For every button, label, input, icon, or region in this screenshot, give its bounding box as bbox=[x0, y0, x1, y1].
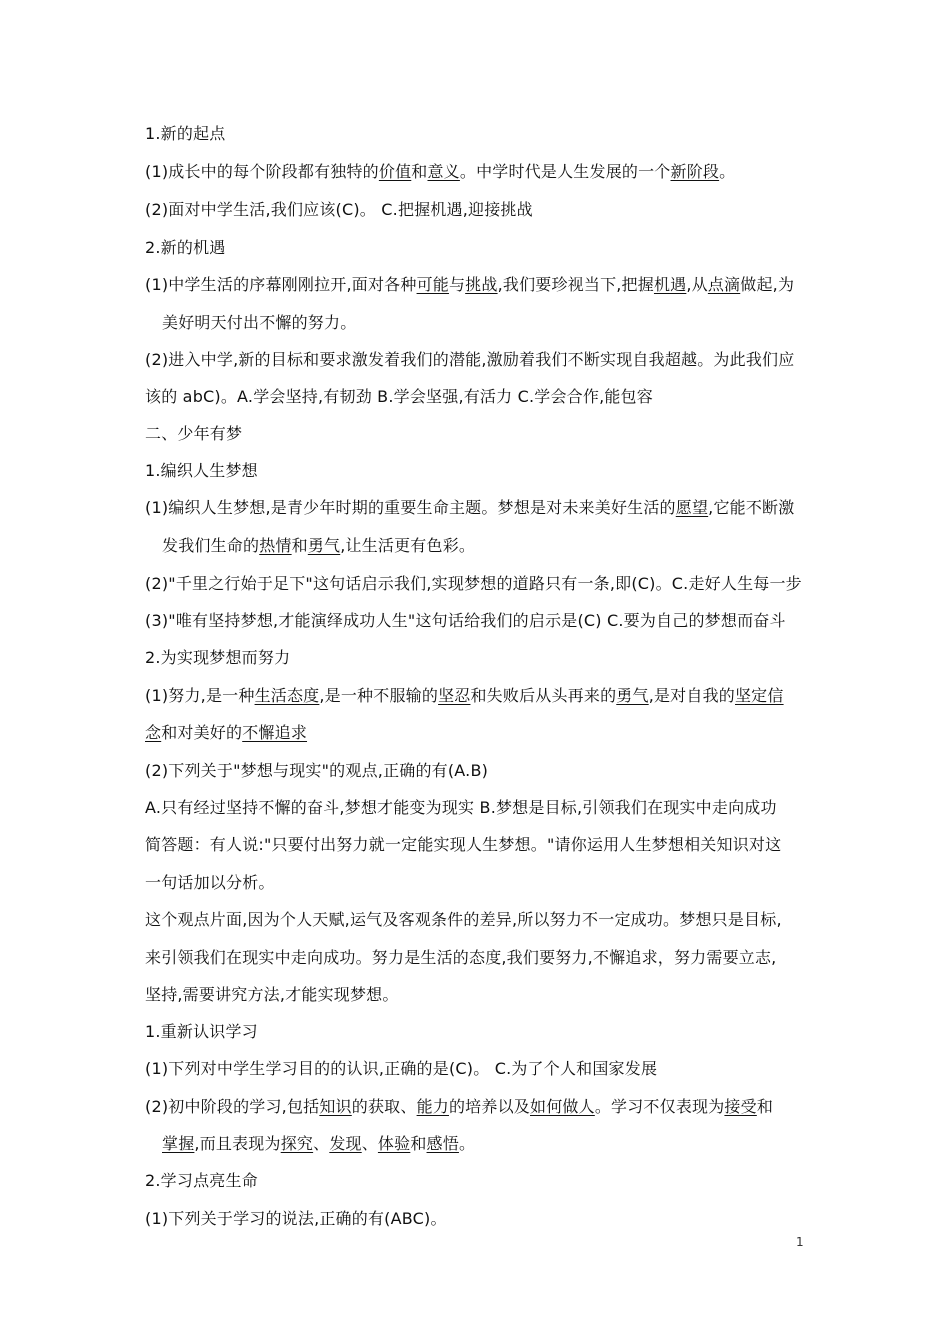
text-segment: 1.重新认识学习 bbox=[145, 1022, 258, 1041]
text-segment: (1)下列关于学习的说法,正确的有(ABC)。 bbox=[145, 1209, 447, 1228]
text-segment: 、 bbox=[361, 1134, 378, 1153]
text-segment: (1)努力,是一种 bbox=[145, 686, 255, 705]
text-segment: (1)编织人生梦想,是青少年时期的重要生命主题。梦想是对未来美好生活的 bbox=[145, 498, 676, 517]
paragraph-line bbox=[145, 835, 815, 855]
underlined-keyword: 探究 bbox=[280, 1134, 314, 1153]
underlined-keyword: 价值 bbox=[378, 162, 412, 181]
text-segment: (2)面对中学生活,我们应该(C)。 C.把握机遇,迎接挑战 bbox=[145, 200, 533, 219]
text-segment: 一句话加以分析。 bbox=[145, 873, 275, 892]
text-segment: 的培养以及 bbox=[448, 1097, 530, 1116]
paragraph-line bbox=[145, 910, 815, 930]
text-segment: 、 bbox=[313, 1134, 330, 1153]
paragraph-line bbox=[145, 798, 815, 818]
underlined-keyword: 机遇 bbox=[653, 275, 687, 294]
text-segment: 该的 abC)。A.学会坚持,有韧劲 B.学会坚强,有活力 C.学会合作,能包容 bbox=[145, 387, 653, 406]
underlined-keyword: 念 bbox=[145, 723, 162, 742]
text-segment: 和 bbox=[291, 536, 308, 555]
underlined-keyword: 坚忍 bbox=[438, 686, 471, 705]
underlined-keyword: 挑战 bbox=[465, 275, 498, 294]
text-segment: 美好明天付出不懈的努力。 bbox=[162, 313, 357, 332]
paragraph-line bbox=[145, 162, 815, 182]
paragraph-line bbox=[145, 275, 815, 295]
underlined-keyword: 不懈追求 bbox=[242, 723, 308, 742]
paragraph-line bbox=[145, 761, 815, 781]
underlined-keyword: 勇气 bbox=[616, 686, 649, 705]
text-segment: ,从 bbox=[686, 275, 708, 294]
text-segment: 。学习不仅表现为 bbox=[594, 1097, 725, 1116]
underlined-keyword: 坚定信 bbox=[734, 686, 784, 705]
underlined-keyword: 勇气 bbox=[307, 536, 341, 555]
paragraph-line bbox=[145, 387, 815, 407]
underlined-keyword: 新阶段 bbox=[670, 162, 720, 181]
underlined-keyword: 点滴 bbox=[707, 275, 741, 294]
text-segment: 二、少年有梦 bbox=[145, 424, 243, 443]
text-segment: 做起,为 bbox=[740, 275, 795, 294]
text-segment: 。 bbox=[458, 1134, 476, 1153]
paragraph-line bbox=[145, 498, 815, 518]
text-segment: (2)"千里之行始于足下"这句话启示我们,实现梦想的道路只有一条,即(C)。C.走好人生每一步 bbox=[145, 574, 802, 593]
text-segment: (2)初中阶段的学习,包括 bbox=[145, 1097, 320, 1116]
text-segment: (3)"唯有坚持梦想,才能演绎成功人生"这句话给我们的启示是(C) C.要为自己的梦想而奋斗 bbox=[145, 611, 786, 630]
text-segment: ,我们要珍视当下,把握 bbox=[497, 275, 654, 294]
text-segment: 。中学时代是人生发展的一个 bbox=[459, 162, 671, 181]
underlined-keyword: 如何做人 bbox=[530, 1097, 595, 1116]
text-segment: ,它能不断激 bbox=[708, 498, 795, 517]
paragraph-line bbox=[145, 723, 815, 743]
heading-new-start bbox=[145, 124, 815, 144]
text-segment: 来引领我们在现实中走向成功。努力是生活的态度,我们要努力,不懈追求，努力需要立志, bbox=[145, 948, 777, 967]
text-segment: 和对美好的 bbox=[161, 723, 243, 742]
paragraph-line bbox=[162, 536, 832, 556]
section-heading-dream bbox=[145, 424, 815, 444]
text-segment: 简答题：有人说:"只要付出努力就一定能实现人生梦想。"请你运用人生梦想相关知识对这 bbox=[145, 835, 782, 854]
text-segment: 这个观点片面,因为个人天赋,运气及客观条件的差异,所以努力不一定成功。梦想只是目标, bbox=[145, 910, 782, 929]
underlined-keyword: 体验 bbox=[377, 1134, 411, 1153]
underlined-keyword: 接受 bbox=[724, 1097, 757, 1116]
heading-strive bbox=[145, 648, 815, 668]
paragraph-line bbox=[145, 350, 815, 370]
text-segment: 和 bbox=[410, 1134, 427, 1153]
paragraph-line bbox=[145, 200, 815, 220]
text-segment: 2.为实现梦想而努力 bbox=[145, 648, 291, 667]
underlined-keyword: 感悟 bbox=[426, 1134, 459, 1153]
paragraph-line bbox=[145, 1097, 815, 1117]
underlined-keyword: 可能 bbox=[416, 275, 449, 294]
text-segment: 1.新的起点 bbox=[145, 124, 226, 143]
text-segment: (1)中学生活的序幕刚刚拉开,面对各种 bbox=[145, 275, 417, 294]
page-number: 1 bbox=[796, 1235, 804, 1249]
text-segment: 发我们生命的 bbox=[162, 536, 260, 555]
paragraph-line bbox=[162, 313, 832, 333]
text-segment: 。 bbox=[719, 162, 736, 181]
underlined-keyword: 生活态度 bbox=[254, 686, 320, 705]
underlined-keyword: 发现 bbox=[329, 1134, 362, 1153]
text-segment: (2)下列关于"梦想与现实"的观点,正确的有(A.B) bbox=[145, 761, 489, 780]
paragraph-line bbox=[145, 948, 815, 968]
heading-weave-dream bbox=[145, 461, 815, 481]
paragraph-line bbox=[145, 574, 815, 594]
text-segment: 2.学习点亮生命 bbox=[145, 1171, 258, 1190]
text-segment: 坚持,需要讲究方法,才能实现梦想。 bbox=[145, 985, 399, 1004]
text-segment: 与 bbox=[448, 275, 466, 294]
text-segment: ,是一种不服输的 bbox=[319, 686, 439, 705]
heading-relearn bbox=[145, 1022, 815, 1042]
text-segment: (1)下列对中学生学习目的的认识,正确的是(C)。 C.为了个人和国家发展 bbox=[145, 1059, 658, 1078]
paragraph-line bbox=[145, 1209, 815, 1229]
underlined-keyword: 热情 bbox=[259, 536, 292, 555]
text-segment: ,让生活更有色彩。 bbox=[340, 536, 476, 555]
text-segment: ,是对自我的 bbox=[648, 686, 735, 705]
text-segment: ,而且表现为 bbox=[194, 1134, 281, 1153]
heading-new-opportunity bbox=[145, 238, 815, 258]
paragraph-line bbox=[145, 686, 815, 706]
heading-learning-lights-life bbox=[145, 1171, 815, 1191]
text-segment: 的获取、 bbox=[351, 1097, 417, 1116]
paragraph-line bbox=[145, 873, 815, 893]
text-segment: 和失败后从头再来的 bbox=[470, 686, 617, 705]
paragraph-line bbox=[145, 985, 815, 1005]
text-segment: 和 bbox=[756, 1097, 774, 1116]
underlined-keyword: 掌握 bbox=[162, 1134, 195, 1153]
text-segment: 1.编织人生梦想 bbox=[145, 461, 258, 480]
text-segment: (2)进入中学,新的目标和要求激发着我们的潜能,激励着我们不断实现自我超越。为此我们应 bbox=[145, 350, 795, 369]
text-segment: 2.新的机遇 bbox=[145, 238, 226, 257]
paragraph-line bbox=[145, 611, 815, 631]
text-segment: A.只有经过坚持不懈的奋斗,梦想才能变为现实 B.梦想是目标,引领我们在现实中走向成功 bbox=[145, 798, 777, 817]
underlined-keyword: 愿望 bbox=[675, 498, 709, 517]
text-segment: (1)成长中的每个阶段都有独特的 bbox=[145, 162, 379, 181]
underlined-keyword: 意义 bbox=[427, 162, 460, 181]
text-segment: 和 bbox=[411, 162, 428, 181]
underlined-keyword: 能力 bbox=[416, 1097, 449, 1116]
underlined-keyword: 知识 bbox=[319, 1097, 352, 1116]
paragraph-line bbox=[145, 1059, 815, 1079]
paragraph-line bbox=[162, 1134, 832, 1154]
